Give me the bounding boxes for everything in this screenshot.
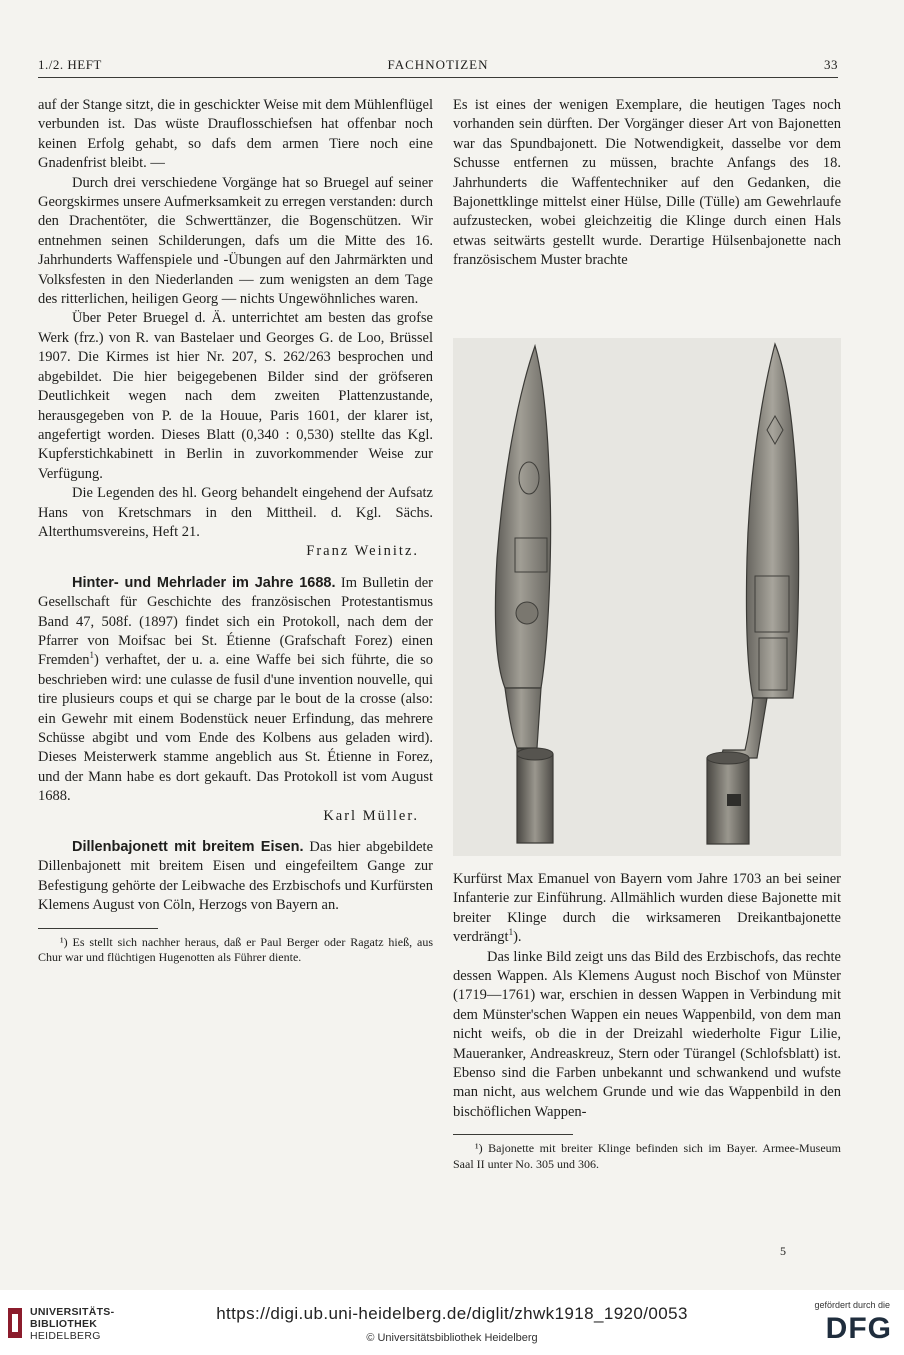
signature-mark: 5 — [780, 1244, 786, 1258]
footnote: ¹) Bajonette mit breiter Klinge befinden sich im Bayer. Armee-Museum Saal II unter No. 305 und 306. — [453, 1141, 841, 1171]
footnote-ref: 1 — [508, 927, 514, 938]
article-hinterlader — [38, 574, 433, 807]
section-title: FACHNOTIZEN — [387, 57, 489, 72]
logo-line: BIBLIOTHEK — [30, 1318, 98, 1330]
footnote: ¹) Es stellt sich nachher heraus, daß er Paul Berger oder Ragatz hieß, aus Chur war und flüchtigen Hugenotten als Führer diente. — [38, 934, 433, 965]
paragraph: Die Legenden des hl. Georg behandelt eingehend der Aufsatz Hans von Kretschmars in den Mittheil. d. Kgl. Sächs. Alterthumsvereins, Heft 21. — [38, 485, 433, 540]
paragraph-text: Kurfürst Max Emanuel von Bayern vom Jahre 1703 an bei seiner Infanterie zur Einführung. Allmählich wurden diese Bajonette mit breiter Klinge durch die wirksameren Dreikantbajonette verdrängt — [453, 871, 841, 946]
right-column — [453, 96, 841, 271]
right-column-lower — [453, 870, 841, 1172]
footnote-divider — [453, 1134, 573, 1135]
bayonet-illustration — [453, 338, 841, 856]
paragraph: Durch drei verschiedene Vorgänge hat so Bruegel auf seiner Georgskirmes unsere Aufmerksamkeit zu erregen verstanden: durch den Drachentöter, die Schwerttänzer, die Bogenschützen. Wir entnehmen seinen Schilderungen, dafs um die Mitte des 16. Jahrhunderts Waffenspiele und -Übungen auf den Jahrmärkten und Volksfesten in den Niederlanden — zum wenigsten an dem Tage des ritterlichen, heiligen Georg — nichts Ungewöhnliches waren. — [38, 174, 433, 308]
paragraph-text: ). — [513, 929, 522, 946]
ub-heidelberg-logo[interactable] — [8, 1304, 158, 1344]
article-text: ) verhaftet, der u. a. eine Waffe bei sich führte, die so beschrieben wird: une culasse de fusil d'une invention nouvelle, qui tire plusieurs coups et qui se charge par le bout de la crosse (also: ein Gewehr mit einem Bodenstück neuer Erfindung, das mehrere Schüsse abgibt und vom Ende des Kolbens aus geladen wird). Dieses Meisterwerk stamme angeblich aus St. Étienne in Forez, und der Mann habe es dort gekauft. Das Protokoll ist vom August 1688. — [38, 652, 433, 805]
paragraph — [453, 870, 841, 948]
author-signature: Franz Weinitz. — [306, 543, 419, 560]
article-text: Im Bulletin der Gesellschaft für Geschichte des französischen Protestantismus Band 47, 508f. (1897) findet sich ein Protokoll, nach dem der Pfarrer von Moifsac bei St. Étienne (Grafschaft Forez) einen Fremden — [38, 574, 434, 669]
left-column — [38, 96, 433, 966]
paragraph: Es ist eines der wenigen Exemplare, die heutigen Tages noch vorhanden sein dürften. Der Vorgänger dieser Art von Bajonetten war das Spundbajonett. Die Notwendigkeit, dasselbe vor dem Schusse entfernen zu müssen, brachte Anfangs des 18. Jahrhunderts die Waffentechniker auf den Gedanken, die Bajonettklinge mittelst einer Hülse, Dille (Tülle) am Gewehrlaufe aufzustecken, wobei gleichzeitig die Klinge durch einen Hals etwas seitwärts gestellt wurde. Derartige Hülsenbajonette nach französischem Muster brachte — [453, 97, 841, 269]
ub-logo-icon — [8, 1308, 22, 1338]
paragraph: Das linke Bild zeigt uns das Bild des Erzbischofs, das rechte dessen Wappen. Als Klemens August noch Bischof von Münster (1719—1761) war, erschien in dessen Wappen in Verbindung mit dem Münster'schen Wappen ein neues Wappenbild, von dem man nicht weifs, ob die in der Dreizahl wiederholte Figur Lilie, Maueranker, Andreaskreuz, Stern oder Türangel (Schlofsblatt) ist. Ebenso sind die Farben unbekannt und schwankend und wufste man nicht, aus welchem Grunde und wie das Wappenbild in den bischöflichen Wappen- — [453, 948, 841, 1120]
author-signature: Karl Müller. — [323, 807, 419, 824]
logo-line: UNIVERSITÄTS- — [30, 1306, 115, 1318]
article-heading: Dillenbajonett mit breitem Eisen. — [72, 839, 304, 856]
bayonet-photograph — [453, 338, 841, 856]
running-header — [38, 57, 838, 78]
funding-note: gefördert durch die — [814, 1300, 890, 1310]
copyright-notice: © Universitätsbibliothek Heidelberg — [366, 1332, 538, 1344]
paragraph: auf der Stange sitzt, die in geschickter Weise mit dem Mühlenflügel verbunden ist. Das wüste Drauflosschiefsen hat offenbar noch keinen Erfolg gehabt, so dafs dem armen Tiere noch eine Gnadenfrist bleibt. — — [38, 97, 433, 172]
footnote-ref: 1 — [89, 650, 95, 661]
paragraph: Über Peter Bruegel d. Ä. unterrichtet am besten das grofse Werk (frz.) von R. van Bastelaer und Georges G. de Loo, Brüssel 1907. Die Kirmes ist hier Nr. 207, S. 262/263 besprochen und abgebildet. Die hier beigegebenen Bilder sind der gröfseren Deutlichkeit wegen nach dem zweiten Plattenzustande, herausgegeben von P. de la Houue, Paris 1601, der klarer ist, angefertigt worden. Dieses Blatt (0,340 : 0,530) stellte das Kgl. Kupferstichkabinett in Berlin in zuvorkommender Weise zur Verfügung. — [38, 310, 433, 482]
permalink[interactable]: https://digi.ub.uni-heidelberg.de/diglit/zhwk1918_1920/0053 — [216, 1304, 688, 1323]
viewer-footer — [0, 1290, 904, 1355]
page-number: 33 — [824, 57, 838, 72]
logo-line: HEIDELBERG — [30, 1330, 101, 1342]
article-text: Das hier abgebildete Dillenbajonett mit breitem Eisen und eingefeiltem Gange zur Befestigung gehörte der Leibwache des Erzbischofs und Kurfürsten Klemens August von Cöln, Herzogs von Bayern an. — [38, 839, 433, 914]
article-dillenbajonett — [38, 838, 433, 916]
article-heading: Hinter- und Mehrlader im Jahre 1688. — [72, 574, 336, 591]
dfg-logo[interactable]: DFG — [825, 1312, 892, 1345]
issue-label: 1./2. HEFT — [38, 57, 102, 72]
footnote-divider — [38, 928, 158, 929]
